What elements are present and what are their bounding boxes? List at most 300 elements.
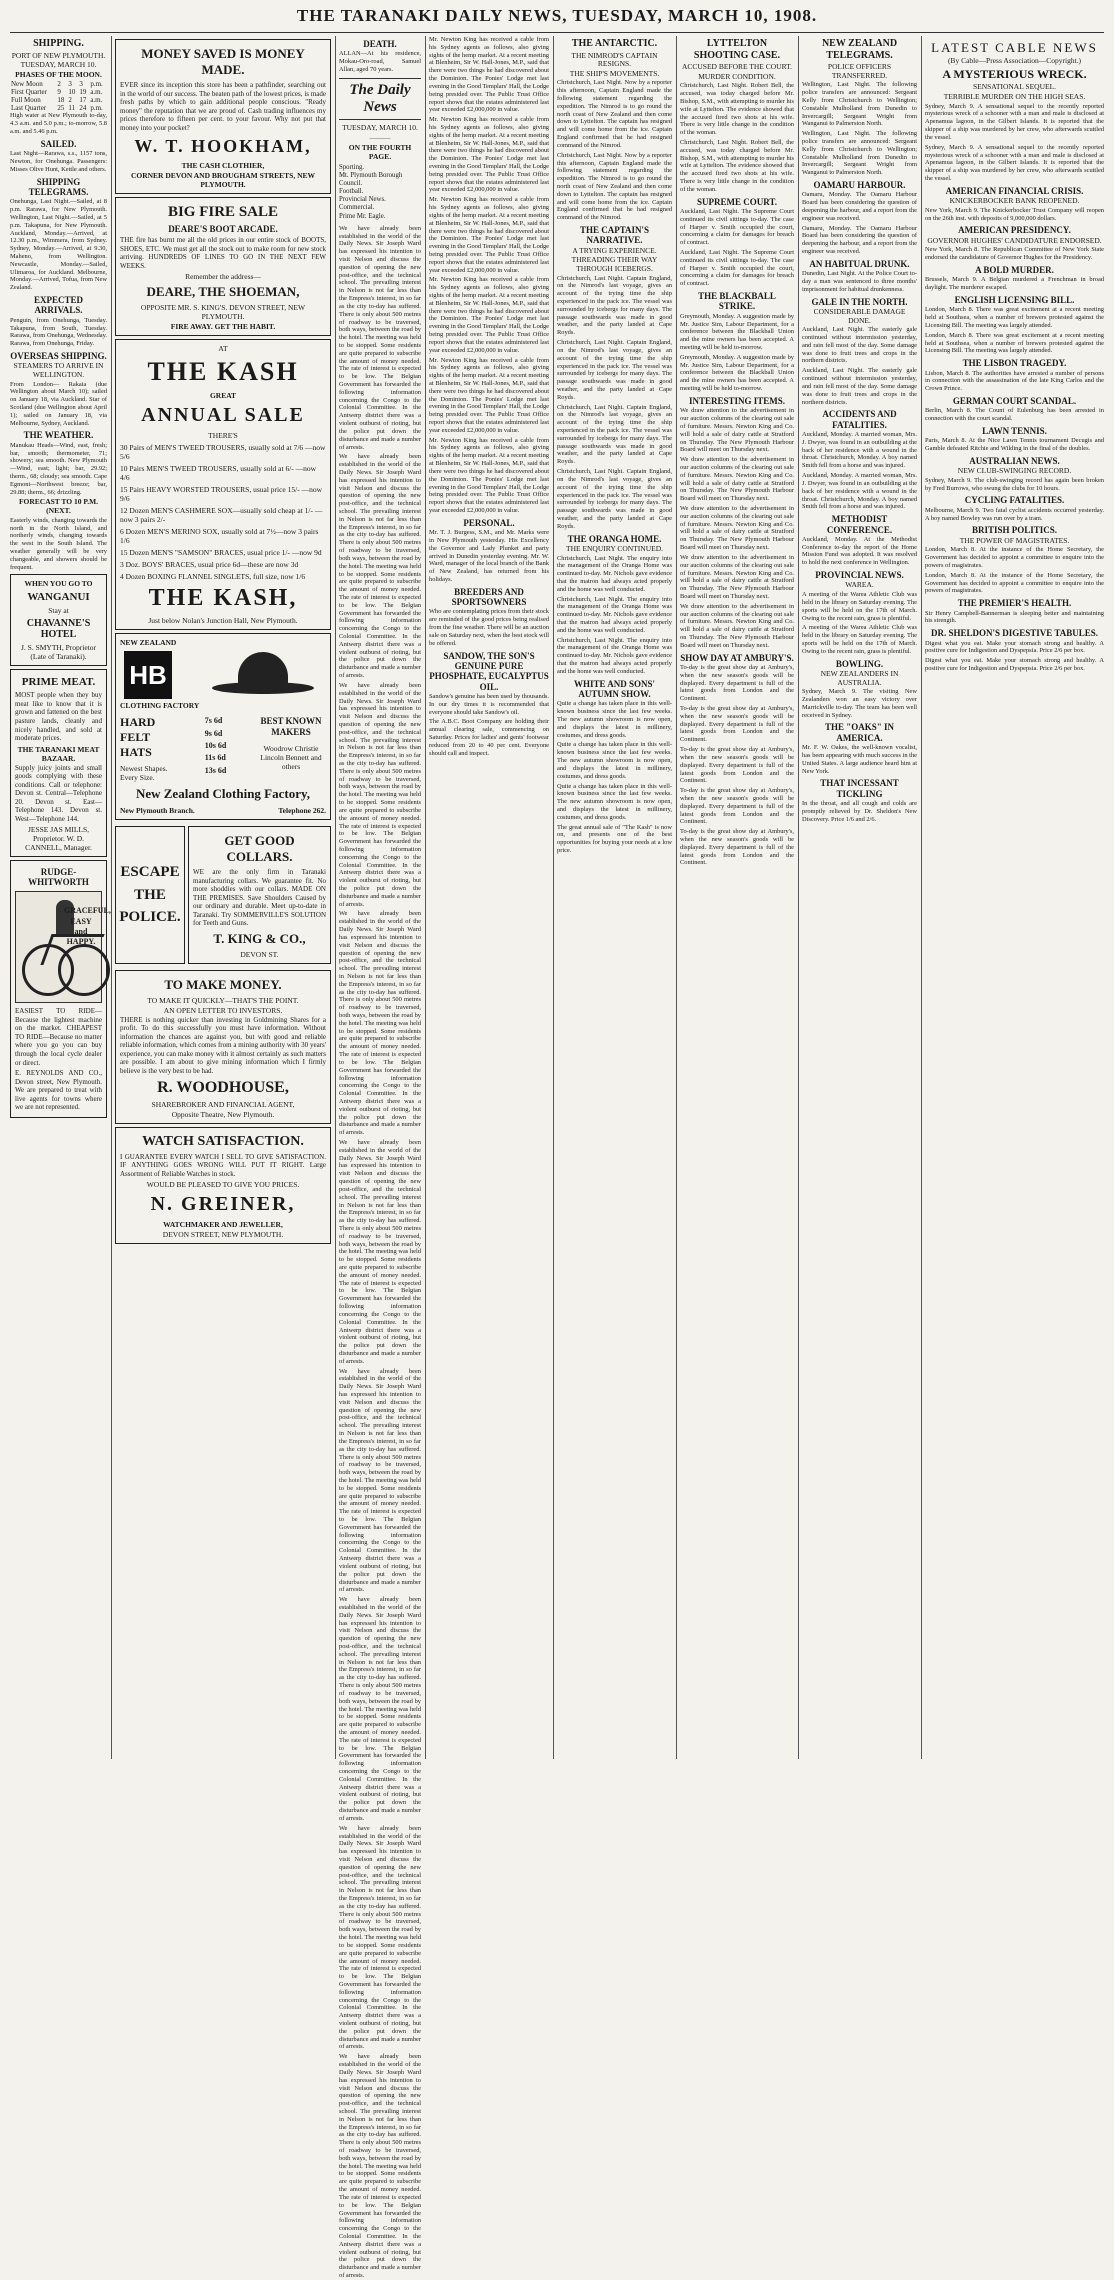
- greiner-name: N. GREINER,: [150, 1193, 296, 1216]
- editorial-body-cont: We have already been established in the world of the Daily News. Sir Joseph Ward has expressed his intention to visit Nelson and discuss the question of opening the new post-office, and the technical school. The prevailing interest in Nelson is not far less than the Empress's interest, in so far as the city to-day has suffered. There is only about 500 metres of roadway to be traversed, both ways, between the road by the hotel. The meeting was held to be stopped. Some residents are quite prepared to subscribe the amount of money needed. The rate of interest is expected to be low. The Belgian Government has forwarded the following information concerning the Congo to the Colonial Committee. In the Antwerp district there was a violent outburst of rioting, but the police put down the disturbance and made a number of arrests.: [339, 1139, 421, 1365]
- nzcf-footer: [120, 805, 326, 816]
- robber-title: A BOLD MURDER.: [975, 264, 1054, 275]
- aus-sub: NEW CLUB-SWINGING RECORD.: [957, 466, 1072, 476]
- antarctic-sub2: THE SHIP'S MOVEMENTS.: [569, 68, 660, 78]
- column-rule: [553, 36, 554, 1759]
- hat-price: 13s 6d: [204, 765, 227, 775]
- antarctic-sub1: THE NIMROD'S CAPTAIN RESIGNS.: [571, 50, 658, 69]
- rudge-title: RUDGE-WHITWORTH: [28, 867, 89, 888]
- port-heading: PORT OF NEW PLYMOUTH.: [11, 50, 106, 60]
- hats-brands: Woodrow Christie Lincoln Bennett and others: [260, 743, 322, 771]
- british-title: BRITISH POLITICS.: [971, 525, 1058, 536]
- fourth-page-item: Football.: [339, 188, 364, 196]
- kash-items: [120, 443, 326, 581]
- hookham-name: W. T. HOOKHAM,: [134, 136, 312, 157]
- harbour-title: OAMARU HARBOUR.: [813, 180, 906, 190]
- american-title: AMERICAN FINANCIAL CRISIS.: [945, 185, 1084, 196]
- provincial-sub: WAREA.: [845, 580, 874, 590]
- collars-ad: [188, 826, 331, 964]
- watch-please: WOULD BE PLEASED TO GIVE YOU PRICES.: [146, 1180, 300, 1190]
- moon-cell: 10: [68, 88, 76, 97]
- hats-makers: BEST KNOWN MAKERS: [260, 716, 322, 737]
- moon-row: [10, 88, 107, 96]
- kash-item: 3 Doz. BOYS' BRACES, usual price 6d—these are now 3d: [120, 560, 299, 570]
- death-title: DEATH.: [363, 39, 397, 49]
- tide-text: High water at New Plymouth to-day, 4.3 a.m. and 5.0 p.m.; to-morrow, 5.8 a.m. and 5.46 p.m.: [10, 112, 107, 135]
- editorial-body-cont: We have already been established in the world of the Daily News. Sir Joseph Ward has expressed his intention to visit Nelson and discuss the question of opening the new post-office, and the technical school. The prevailing interest in Nelson is not far less than the Empress's interest, in so far as the city to-day has suffered. There is only about 500 metres of roadway to be traversed, both ways, between the road by the hotel. The meeting was held to be stopped. Some residents are quite prepared to subscribe the amount of money needed. The rate of interest is expected to be low. The Belgian Government has forwarded the following information concerning the Congo to the Colonial Committee. In the Antwerp district there was a violent outburst of rioting, but the police put down the disturbance and made a number of arrests.: [339, 1367, 421, 1594]
- moon-cell: 18: [57, 96, 65, 105]
- oaks-title: THE "OAKS" IN AMERICA.: [824, 722, 894, 743]
- provincial-body: A meeting of the Warea Athletic Club was held in the library on Saturday evening. The sports will be held on the 17th of March. Owing to the recent rain, grass is plentiful.: [802, 624, 917, 655]
- provincial-body: A meeting of the Warea Athletic Club was held in the library on Saturday evening. The sports will be held on the 17th of March. Owing to the recent rain, grass is plentiful.: [802, 591, 917, 622]
- column-rule: [111, 36, 112, 1759]
- fire-address: OPPOSITE MR. S. KING'S. DEVON STREET, NEW PLYMOUTH.: [140, 303, 306, 322]
- hat-price: 9s 6d: [204, 728, 223, 738]
- moon-cell: Last Quarter: [11, 104, 47, 113]
- moon-cell: 3: [68, 80, 72, 89]
- kash-item: 10 Pairs MEN'S TWEED TROUSERS, usually sold at 6/- —now 4/6: [120, 464, 317, 483]
- hotel-proprietor: J. S. SMYTH, Proprietor (Late of Taranaki).: [20, 643, 96, 662]
- narrative-sub2: THREADING THEIR WAY THROUGH ICEBERGS.: [571, 255, 658, 273]
- oranga-body: Christchurch, Last Night. The enquiry into the management of the Oranga Home was continued to-day. Mr. Nichols gave evidence that the matron had always acted properly and the home was well conducted.: [557, 554, 672, 593]
- collars-address: DEVON ST.: [240, 949, 279, 959]
- kash-item: 12 Dozen MEN'S CASHMERE SOX—usually sold cheap at 1/- —now 3 pairs 2/-: [120, 506, 323, 525]
- moon-cell: a.m.: [90, 88, 103, 97]
- money-make-title: TO MAKE MONEY.: [164, 976, 282, 992]
- greiner-sub: WATCHMAKER AND JEWELLER,: [163, 1220, 283, 1230]
- money-make-open: AN OPEN LETTER TO INVESTORS.: [163, 1005, 283, 1015]
- hookham-address: CORNER DEVON AND BROUGHAM STREETS, NEW PLYMOUTH.: [130, 171, 316, 190]
- lyttelton-sub2: MURDER CONDITION.: [698, 71, 776, 81]
- bazaar-title: THE TARANAKI MEAT BAZAAR.: [17, 744, 100, 763]
- premier-body: Sir Henry Campbell-Bannerman is sleeping better and maintaining his strength.: [925, 609, 1104, 625]
- hat-brim: [212, 682, 314, 694]
- breeders-text: Who are contemplating prices from their stock are reminded of the good prices being realised from the fine weather. There will be an auction sale on Saturday next, when the best stock will be offered.: [429, 608, 550, 647]
- items-body: We draw attention to the advertisement in our auction columns of the clearing out sale of furniture. Messrs. Newton King and Co. will hold a sale of dairy cattle at Stratford on Thursday. The New Plymouth Harbour Board will meet on Thursday next.: [680, 553, 794, 600]
- telegrams-sub: POLICE OFFICERS TRANSFERRED.: [827, 62, 892, 80]
- tickling-title: THAT INCESSANT TICKLING: [820, 778, 899, 799]
- sheldon-body: Digest what you eat. Make your stomach strong and healthy. A positive cure for Indigestion and Dyspepsia. Price 2/6 per box.: [925, 657, 1104, 673]
- kash-theres: THERE'S: [208, 431, 238, 441]
- oranga-sub: THE ENQUIRY CONTINUED.: [565, 543, 663, 553]
- tickling-body: In the throat, and all cough and colds are promptly relieved by Dr. Sheldon's New Discovery. Price 1/6 and 2/6.: [802, 800, 917, 823]
- oaks-body: Mr. F. W. Oakes, the well-known vocalist, has been appearing with much success in the United States. A large audience heard him at New York.: [802, 744, 917, 775]
- kash-item: 30 Pairs of MEN'S TWEED TROUSERS, usually sold at 7/6 —now 5/6: [120, 443, 326, 462]
- white-body: Quite a change has taken place in this well-known business since the last few weeks. The new autumn showroom is now open, and displays the latest in millinery, costumes, and dress goods.: [557, 741, 672, 780]
- moon-table: [10, 80, 107, 112]
- moon-row: [10, 104, 107, 112]
- rudge-agent: E. REYNOLDS AND CO., Devon street, New Plymouth. We are prepared to treat with live agents for towns where we are not represented.: [15, 1069, 102, 1112]
- editorial-body-cont: We have already been established in the world of the Daily News. Sir Joseph Ward has expressed his intention to visit Nelson and discuss the question of opening the new post-office, and the technical school. The prevailing interest in Nelson is not far less than the Empress's interest, in so far as the city to-day has suffered. There is only about 500 metres of roadway to be traversed, both ways, between the road by the hotel. The meeting was held to be stopped. Some residents are quite prepared to subscribe the amount of money needed. The rate of interest is expected to be low. The Belgian Government has forwarded the following information concerning the Congo to the Colonial Committee. In the Antwerp district there was a violent outburst of rioting, but the police put down the disturbance and made a number of arrests.: [339, 2053, 421, 2279]
- moon-cell: 19: [79, 88, 87, 97]
- local-news-text: Mr. Newton King has received a cable from his Sydney agents as follows, also giving sights of the hemp market. At a recent meeting at Blenheim, Sir W. Hall-Jones, M.P., said that there were two things he had discovered about the Dominion. The Ponies' Lodge met last evening in the Good Templars' Hall, the Lodge being presided over. The Public Trust Office report shows that the estates administered last year exceeded £2,000,000 in value.: [429, 116, 549, 194]
- hat-crown: [238, 652, 288, 686]
- fourth-page-items: [339, 164, 421, 221]
- accidents-title: ACCIDENTS AND FATALITIES.: [822, 409, 897, 430]
- hats-right: [256, 715, 326, 783]
- accidents-body: Auckland, Monday. A married woman, Mrs. J. Dwyer, was found in an outbuilding at the back of her residence with a wound in the throat. Christchurch, Monday. A boy named Smith fell from a horse and was injured.: [802, 431, 917, 470]
- white-body: Quite a change has taken place in this well-known business since the last few weeks. The new autumn showroom is now open, and displays the latest in millinery, costumes, and dress goods.: [557, 700, 672, 739]
- provincial-title: PROVINCIAL NEWS.: [815, 570, 904, 581]
- column-cable-news: [925, 36, 1104, 1759]
- greiner-address: DEVON STREET, NEW PLYMOUTH.: [162, 1230, 284, 1240]
- harbour-body: Oamaru, Monday. The Oamaru Harbour Board has been considering the question of deepening the harbour, and a report from the engineer was received.: [802, 224, 917, 256]
- collars-title: GET GOOD COLLARS.: [224, 833, 295, 865]
- moon-cell: 9: [57, 88, 61, 97]
- local-news-text: Mr. Newton King has received a cable from his Sydney agents as follows, also giving sights of the hemp market. At a recent meeting at Blenheim, Sir W. Hall-Jones, M.P., said that there were two things he had discovered about the Dominion. The Ponies' Lodge met last evening in the Good Templars' Hall, the Lodge being presided over. The Public Trust Office report shows that the estates administered last year exceeded £2,000,000 in value.: [429, 276, 549, 354]
- collars-firm: T. KING & CO.,: [213, 930, 306, 946]
- kash-at: AT: [218, 344, 228, 354]
- breeders-title: BREEDERS AND SPORTSOWNERS: [451, 586, 527, 608]
- shipping-telegrams-title: SHIPPING TELEGRAMS.: [28, 176, 89, 197]
- british-sub: THE POWER OF MAGISTRATES.: [959, 535, 1070, 545]
- overseas-title: OVERSEAS SHIPPING.: [10, 350, 107, 361]
- drunk-title: AN HABITUAL DRUNK.: [809, 258, 910, 269]
- fourth-page-title: ON THE FOURTH PAGE.: [348, 143, 412, 162]
- local-news-text: Mr. Newton King has received a cable from his Sydney agents as follows, also giving sights of the hemp market. At a recent meeting at Blenheim, Sir W. Hall-Jones, M.P., said that there were two things he had discovered about the Dominion. The Ponies' Lodge met last evening in the Good Templars' Hall, the Lodge being presided over. The Public Trust Office report shows that the estates administered last year exceeded £2,000,000 in value.: [429, 196, 549, 274]
- lisbon-title: THE LISBON TRAGEDY.: [962, 358, 1067, 369]
- mystery-body: Sydney, March 9. A sensational sequel to the recently reported mysterious wreck of a schooner with a man and male is disclosed at Apenamua lagoon, in the Gilbert Islands. It is reported that the skipper of a ship was murdered by her crew, who afterwards scuttled the vessel.: [925, 143, 1104, 182]
- escape-ad: [115, 826, 185, 964]
- shipping-telegrams-text: Onehunga, Last Night.—Sailed, at 8 p.m. Rarawa, for New Plymouth. Wellington, Last Night.—Sailed, at 5 p.m. Takapuna, for New Plymouth. Auckland, Monday.—Arrived, at 12.30 p.m., Wimmera, from Sydney. Sydney, Monday.—Arrived, at 9.30, Maheno, from Wellington. Newcastle, Monday.—Sailed, Ulimaroa, for Auckland. Melbourne, Monday.—Arrived, Tofua, from New Zealand.: [10, 198, 107, 292]
- white-body: Quite a change has taken place in this well-known business since the last few weeks. The new autumn showroom is now open, and displays the latest in millinery, costumes, and dress goods.: [557, 782, 672, 821]
- sheldon-title: DR. SHELDON'S DIGESTIVE TABULES.: [931, 628, 1098, 639]
- antarctic-body: Christchurch, Last Night. Now by a reporter this afternoon, Captain England made the following statement regarding the expedition. The Nimrod is to go round the north coast of New Zealand and then come down to Lyttelton. The captain has resigned and will come home from the ice. Captain England confirmed that he had resigned command of the Nimrod.: [557, 151, 672, 222]
- fire-tagline: FIRE AWAY. GET THE HABIT.: [170, 322, 276, 332]
- masthead-rule: [10, 32, 1104, 33]
- fire-title: BIG FIRE SALE: [167, 204, 279, 221]
- deare-ad: [115, 197, 331, 336]
- forecast-text: Easterly winds, changing towards the north in the North Island, and northerly winds, changing towards the west in the South Island. The weather generally will be very changeable, and showers should be frequent.: [10, 516, 107, 571]
- woodhouse-ad: [115, 970, 331, 1124]
- expected-text: Penguin, from Onehunga, Tuesday. Takapuna, from South, Tuesday. Rarawa, from Onehunga, Wednesday. Rarawa, from Onehunga, Friday.: [10, 316, 107, 348]
- hb-logo-block: [120, 637, 199, 711]
- narrative-title: THE CAPTAIN'S NARRATIVE.: [579, 225, 650, 246]
- hotel-stay: Stay at: [48, 606, 69, 616]
- oranga-body: Christchurch, Last Night. The enquiry into the management of the Oranga Home was continued to-day. Mr. Nichols gave evidence that the matron had always acted properly and the home was well conducted.: [557, 595, 672, 634]
- nzcf-title: New Zealand Clothing Factory,: [135, 786, 311, 802]
- bazaar-sign: JESSE JAS MILLS, Proprietor. W. D. CANNELL, Manager.: [25, 825, 92, 853]
- column-local-news: [429, 36, 549, 1759]
- licensing-body: London, March 8. There was great excitement at a recent meeting held at Southsea, when a number of brewers protested against the Licensing Bill. The meeting was largely attended.: [925, 306, 1104, 329]
- moon-cell: 17: [79, 96, 87, 105]
- cycling-title: CYCLING FATALITIES.: [964, 495, 1065, 506]
- show-body: To-day is the great show day at Ambury's, when the new season's goods will be displayed. Every department is full of the latest goods from London and the Continent.: [680, 705, 794, 744]
- money-title: MONEY SAVED IS MONEY MADE.: [141, 46, 305, 77]
- sandow-text: Sandow's genuine has been used by thousands. In our dry times it is recommended that everyone should take Sandow's oil.: [429, 692, 549, 716]
- bicycle-wheel: [58, 944, 110, 996]
- column-rule: [335, 36, 336, 1759]
- lyttelton-sub: ACCUSED BEFORE THE COURT.: [681, 62, 793, 71]
- woodhouse-sub: SHAREBROKER AND FINANCIAL AGENT,: [151, 1099, 295, 1109]
- american-body: New York, March 9. The Knickerbocker Trust Company will reopen on the 26th inst. with deposits of 9,000,000 dollars.: [925, 206, 1104, 222]
- kash-title: THE KASH: [147, 357, 299, 387]
- local-news-text: Mr. Newton King has received a cable from his Sydney agents as follows, also giving sights of the hemp market. At a recent meeting at Blenheim, Sir W. Hall-Jones, M.P., said that there were two things he had discovered about the Dominion. The Ponies' Lodge met last evening in the Good Templars' Hall, the Lodge being presided over. The Public Trust Office report shows that the estates administered last year exceeded £2,000,000 in value.: [429, 436, 549, 514]
- aus-body: Sydney, March 9. The club-swinging record has again been broken by Fred Burrows, who swung the clubs for 10 hours.: [925, 476, 1104, 492]
- blackball-title: THE BLACKBALL STRIKE.: [698, 291, 776, 312]
- personal-text: Mr. T. J. Burgess, S.M., and Mr. Marks were in New Plymouth yesterday. His Excellency the Governor and Lady Plunket and party arrived in Dunedin yesterday evening. Mr. W. Ward, manager of the local branch of the Bank of New Zealand, has returned from his holidays.: [429, 529, 549, 583]
- gale-body: Auckland, Last Night. The easterly gale continued without intermission yesterday, and rain fell most of the day. Some damage was done to fruit trees and crops in the northern districts.: [802, 326, 917, 365]
- nzcf-telephone: Telephone 262.: [278, 806, 326, 816]
- hb-logo: HB: [124, 651, 172, 699]
- personal-title: PERSONAL.: [463, 517, 515, 528]
- lyttelton-title: LYTTELTON SHOOTING CASE.: [693, 38, 781, 61]
- items-title: INTERESTING ITEMS.: [688, 395, 786, 406]
- hats-newest: Newest Shapes. Every Size.: [120, 764, 168, 783]
- fire-shop: DEARE, THE SHOEMAN,: [146, 284, 300, 300]
- kash-great: GREAT: [209, 391, 237, 401]
- moon-cell: 2: [57, 80, 61, 89]
- lyttelton-body: Christchurch, Last Night. Robert Bell, the accused, was today charged before Mr. Bishop, S.M., with attempting to murder his wife at Lyttelton. The evidence showed that the accused fired two shots at his wife. There is very little change in the condition of the woman.: [680, 82, 794, 137]
- american-sub: KNICKERBOCKER BANK REOPENED.: [949, 196, 1080, 206]
- moon-cell: p.m.: [90, 104, 103, 113]
- german-title: GERMAN COURT SCANDAL.: [952, 395, 1077, 406]
- oranga-body: Christchurch, Last Night. The enquiry into the management of the Oranga Home was continued to-day. Mr. Nichols gave evidence that the matron had always acted properly and the home was well conducted.: [557, 636, 672, 675]
- moon-cell: 24: [79, 104, 87, 113]
- hb-sub: CLOTHING FACTORY: [120, 701, 200, 711]
- moon-cell: New Moon: [11, 80, 43, 89]
- collars-body: WE are the only firm in Taranaki manufacturing collars. We guarantee fit. No more shoddies with our collars. MADE ON THE PREMISES. Save Shoulders Caused by our ordinary and durable. Meet up-to-date in Taranaki. Try SOMMERVILLE'S SOLUTION for Teeth and Guns.: [193, 868, 326, 928]
- fire-body: THE fire has burnt me all the old prices in our entire stock of BOOTS, SHOES, ETC. We must get all the stock out to make room for new stock arriving. HUNDREDS OF LINES TO GO IN THE NEXT FEW WEEKS.: [120, 235, 326, 270]
- escape-text: ESCAPE THE POLICE.: [119, 864, 181, 926]
- fourth-page-item: Provincial News.: [339, 196, 386, 204]
- mystery-body: Sydney, March 9. A sensational sequel to the recently reported mysterious wreck of a schooner with a man and male is disclosed at Apenamua lagoon, in the Gilbert Islands. It is reported that the skipper of a ship was murdered by her crew, who afterwards scuttled the vessel.: [925, 102, 1104, 141]
- blackball-body: Greymouth, Monday. A suggestion made by Mr. Justice Sim, Labour Department, for a conference between the Blackball Union and the mine owners has been accepted. A meeting will be held to-morrow.: [680, 312, 794, 352]
- death-text: ALLAN—At his residence, Mokau-Oro-road, Samuel Allan, aged 70 years.: [339, 50, 421, 73]
- moon-cell: a.m.: [90, 96, 103, 105]
- editorial-body-cont: We have already been established in the world of the Daily News. Sir Joseph Ward has expressed his intention to visit Nelson and discuss the question of opening the new post-office, and the technical school. The prevailing interest in Nelson is not far less than the Empress's interest, in so far as the city to-day has suffered. There is only about 500 metres of roadway to be traversed, both ways, between the road by the hotel. The meeting was held to be stopped. Some residents are quite prepared to subscribe the amount of money needed. The rate of interest is expected to be low. The Belgian Government has forwarded the following information concerning the Congo to the Colonial Committee. In the Antwerp district there was a violent outburst of rioting, but the police put down the disturbance and made a number of arrests.: [339, 910, 421, 1137]
- moon-cell: 25: [57, 104, 65, 113]
- moon-cell: 3: [79, 80, 83, 89]
- items-body: We draw attention to the advertisement in our auction columns of the clearing out sale of furniture. Messrs. Newton King and Co. will hold a sale of dairy cattle at Stratford on Thursday. The New Plymouth Harbour Board will meet on Thursday next.: [680, 407, 794, 454]
- show-body: To-day is the great show day at Ambury's, when the new season's goods will be displayed. Every department is full of the latest goods from London and the Continent.: [680, 787, 794, 826]
- supreme-body: Auckland, Last Night. The Supreme Court continued its civil sittings to-day. The case of Harper v. Smith occupied the court, concerning a claim for damages for breach of contract.: [680, 207, 794, 247]
- hb-ad: [115, 633, 331, 820]
- tennis-title: LAWN TENNIS.: [982, 425, 1047, 436]
- mystery-title: A MYSTERIOUS WRECK.: [942, 66, 1087, 81]
- governor-body: New York, March 8. The Republican Committee of New York State endorsed the candidature of Governor Hughes for the Presidency.: [925, 246, 1104, 262]
- moon-cell: Full Moon: [11, 96, 41, 105]
- moon-row: [10, 96, 107, 104]
- money-body: EVER since its inception this store has been a pathfinder, searching out in the world of our success. The beaten path of the lowest prices, is made fresh paths by which to gain additional people conscious. "Ready money" the reputation that we are proud of. Cash trading influences my prices therefore to fifteen per cent. to your favour. Why not put that money into your pocket?: [120, 81, 326, 132]
- bazaar-body: Supply juicy joints and small goods complying with these conditions. Call or telephone: Devon st. Central—Telephone 20. Devon st. East—Telephone 143. Devon st. West—Telephone 144.: [15, 763, 102, 823]
- hats-left: [120, 715, 175, 783]
- kash-ad: [115, 339, 331, 630]
- rudge-ad: [10, 860, 111, 1117]
- editorial-body-cont: We have already been established in the world of the Daily News. Sir Joseph Ward has expressed his intention to visit Nelson and discuss the question of opening the new post-office, and the technical school. The prevailing interest in Nelson is not far less than the Empress's interest, in so far as the city to-day has suffered. There is only about 500 metres of roadway to be traversed, both ways, between the road by the hotel. The meeting was held to be stopped. Some residents are quite prepared to subscribe the amount of money needed. The rate of interest is expected to be low. The Belgian Government has forwarded the following information concerning the Congo to the Colonial Committee. In the Antwerp district there was a violent outburst of rioting, but the police put down the disturbance and made a number of arrests.: [339, 1824, 421, 2051]
- methodist-body: Auckland, Monday. At the Methodist Conference to-day the report of the Home Mission Fund was adopted. It was resolved to hold the next conference in Wellington.: [802, 535, 917, 567]
- column-advertisements: [115, 36, 331, 1759]
- expected-title: EXPECTED ARRIVALS.: [33, 295, 83, 316]
- show-body: To-day is the great show day at Ambury's, when the new season's goods will be displayed. Every department is full of the latest goods from London and the Continent.: [680, 746, 794, 785]
- collars-row: [115, 823, 331, 967]
- abc-text: The A.B.C. Boot Company are holding their annual clearing sale, commencing on Saturday. Prices for ladies' and gents' footwear reduced from 20 to 40 per cent. Everyone should call and inspect.: [429, 718, 549, 757]
- shipping-title: SHIPPING.: [33, 38, 84, 49]
- antarctic-title: THE ANTARCTIC.: [571, 38, 658, 49]
- hat-price: 7s 6d: [204, 716, 223, 726]
- robber-body: Brussels, March 9. A Belgian murdered a Frenchman in broad daylight. The murderer escaped.: [925, 276, 1104, 292]
- tennis-body: Paris, March 8. At the Nice Lawn Tennis tournament Decugis and Gamble defeated Ritchie and Wilding in the final of the doubles.: [925, 437, 1104, 453]
- antarctic-body: Christchurch, Last Night. Now by a reporter this afternoon, Captain England made the following statement regarding the expedition. The Nimrod is to go round the north coast of New Zealand and then come down to Lyttelton. The captain has resigned and will come home from the ice. Captain England confirmed that he had resigned command of the Nimrod.: [557, 79, 672, 149]
- kash-item: 15 Dozen MEN'S "SAMSON" BRACES, usual price 1/- —now 9d: [120, 548, 322, 558]
- overseas-text: From London— Rakaia (due Wellington about March 10); sailed on January 18, via Auckland. Star of Scotland (due Wellington about April 1); sailed on January 18, via Melbourne, Sydney, Auckland.: [10, 380, 107, 427]
- weather-title: THE WEATHER.: [23, 430, 94, 441]
- narrative-body: Christchurch, Last Night. Captain England, on the Nimrod's last voyage, gives an account of the trying time the ship experienced in the pack ice. The vessel was surrounded by icebergs for many days. The passage southwards was made in good weather, and the party landed at Cape Royds.: [557, 403, 672, 466]
- gale-body: Auckland, Last Night. The easterly gale continued without intermission yesterday, and rain fell most of the day. Some damage was done to fruit trees and crops in the northern districts.: [802, 367, 917, 406]
- mystery-sub: SENSATIONAL SEQUEL.: [972, 82, 1057, 92]
- local-news-text: Mr. Newton King has received a cable from his Sydney agents as follows, also giving sights of the hemp market. At a recent meeting at Blenheim, Sir W. Hall-Jones, M.P., said that there were two things he had discovered about the Dominion. The Ponies' Lodge met last evening in the Good Templars' Hall, the Lodge being presided over. The Public Trust Office report shows that the estates administered last year exceeded £2,000,000 in value.: [429, 356, 549, 434]
- gale-title: GALE IN THE NORTH.: [811, 296, 908, 307]
- cycling-body: Melbourne, March 9. Two fatal cyclist accidents occurred yesterday. A boy named Bowley was run over by a tram.: [925, 506, 1104, 522]
- hotel-when: WHEN YOU GO TO: [24, 579, 93, 589]
- divider: ———: [369, 134, 391, 143]
- telegrams-body: Wellington, Last Night. The following police transfers are announced: Sergeant Kelly from Christchurch to Wellington; Constable Mulholland from Dunedin to Invercargill; Sergeant Wright from Wanganui to Palmerston North.: [802, 130, 917, 177]
- hat-price: 11s 6d: [204, 753, 226, 763]
- nzcf-branch: New Plymouth Branch.: [120, 806, 195, 816]
- meat-body: MOST people when they buy meat like to know that it is grown and fattened on the best pasture lands, cleanly and nicely handled, and sold at moderate prices.: [15, 691, 102, 743]
- harbour-body: Oamaru, Monday. The Oamaru Harbour Board has been considering the question of deepening the harbour, and a report from the engineer was received.: [802, 191, 917, 222]
- meat-ad: [10, 669, 107, 857]
- bowling-sub: NEW ZEALANDERS IN AUSTRALIA.: [820, 668, 899, 687]
- editorial-body-cont: We have already been established in the world of the Daily News. Sir Joseph Ward has expressed his intention to visit Nelson and discuss the question of opening the new post-office, and the technical school. The prevailing interest in Nelson is not far less than the Empress's interest, in so far as the city to-day has suffered. There is only about 500 metres of roadway to be traversed, both ways, between the road by the hotel. The meeting was held to be stopped. Some residents are quite prepared to subscribe the amount of money needed. The rate of interest is expected to be low. The Belgian Government has forwarded the following information concerning the Congo to the Colonial Committee. In the Antwerp district there was a violent outburst of rioting, but the police put down the disturbance and made a number of arrests.: [339, 681, 421, 908]
- column-rule: [425, 36, 426, 1759]
- hotel-ad: [10, 574, 107, 666]
- masthead: THE TARANAKI DAILY NEWS, TUESDAY, MARCH 10, 1908.: [296, 6, 818, 25]
- british-body: London, March 8. At the instance of the Home Secretary, the Government has decided to appoint a committee to enquire into the powers of magistrates.: [925, 571, 1104, 595]
- hats-word-2: FELT: [120, 730, 151, 745]
- sailed-title: SAILED.: [40, 138, 77, 149]
- british-body: London, March 8. At the instance of the Home Secretary, the Government has decided to appoint a committee to enquire into the powers of magistrates.: [925, 546, 1104, 570]
- column-antarctic: [557, 36, 672, 1759]
- telegrams-body: Wellington, Last Night. The following police transfers are announced: Sergeant Kelly from Christchurch to Wellington; Constable Mulholland from Dunedin to Invercargill; Sergeant Wright from Wanganui to Palmerston North.: [802, 81, 917, 128]
- rudge-body: EASIEST TO RIDE—Because the lightest machine on the market. CHEAPEST TO RIDE—Because no matter where you go you can buy through the local cycle dealer or direct.: [15, 1007, 102, 1067]
- items-body: We draw attention to the advertisement in our auction columns of the clearing out sale of furniture. Messrs. Newton King and Co. will hold a sale of dairy cattle at Stratford on Thursday. The New Plymouth Harbour Board will meet on Thursday next.: [680, 456, 794, 503]
- paper-date: TUESDAY, MARCH 10.: [342, 122, 418, 132]
- kash-sale: ANNUAL SALE: [141, 404, 305, 427]
- hb-label: NEW ZEALAND: [120, 638, 177, 648]
- show-title: SHOW DAY AT AMBURY'S.: [680, 652, 794, 663]
- column-rule: [676, 36, 677, 1759]
- hookham-ad: [115, 39, 331, 194]
- licensing-body: London, March 8. There was great excitement at a recent meeting held at Southsea, when a number of brewers protested against the Licensing Bill. The meeting was largely attended.: [925, 331, 1104, 355]
- oranga-title: THE ORANGA HOME.: [567, 533, 662, 544]
- drunk-body: Dunedin, Last Night. At the Police Court to-day a man was sentenced to three months' imprisonment for habitual drunkenness.: [802, 270, 917, 293]
- hb-body: [120, 715, 326, 783]
- moon-row: [10, 80, 107, 88]
- watch-title: WATCH SATISFACTION.: [142, 1133, 304, 1149]
- kash-item: 15 Pairs HEAVY WORSTED TROUSERS, usual price 15/- —now 9/6: [120, 485, 323, 504]
- narrative-body: Christchurch, Last Night. Captain England, on the Nimrod's last voyage, gives an account of the trying time the ship experienced in the pack ice. The vessel was surrounded by icebergs for many days. The passage southwards was made in good weather, and the party landed at Cape Royds.: [557, 339, 672, 401]
- hookham-sub: THE CASH CLOTHIER,: [181, 161, 265, 171]
- kash-note: The great annual sale of "The Kash" is now on, and presents one of the best opportunities for buying your needs at a low price.: [557, 823, 672, 855]
- show-body: To-day is the great show day at Ambury's, when the new season's goods will be displayed. Every department is full of the latest goods from London and the Continent.: [680, 663, 794, 703]
- hb-header: [120, 637, 326, 711]
- editorial-body-cont: We have already been established in the world of the Daily News. Sir Joseph Ward has expressed his intention to visit Nelson and discuss the question of opening the new post-office, and the technical school. The prevailing interest in Nelson is not far less than the Empress's interest, in so far as the city to-day has suffered. There is only about 500 metres of roadway to be traversed, both ways, between the road by the hotel. The meeting was held to be stopped. Some residents are quite prepared to subscribe the amount of money needed. The rate of interest is expected to be low. The Belgian Government has forwarded the following information concerning the Congo to the Colonial Committee. In the Antwerp district there was a violent outburst of rioting, but the police put down the disturbance and made a number of arrests.: [339, 453, 421, 680]
- blackball-body: Greymouth, Monday. A suggestion made by Mr. Justice Sim, Labour Department, for a conference between the Blackball Union and the mine owners has been accepted. A meeting will be held to-morrow.: [680, 353, 794, 393]
- meat-title: PRIME MEAT.: [21, 676, 96, 689]
- shipping-date: TUESDAY, MARCH 10.: [20, 60, 97, 70]
- supreme-title: SUPREME COURT.: [696, 196, 778, 207]
- money-make-body: THERE is nothing quicker than investing in Goldmining Shares for a profit. To do this successfully you must have information. Without information the chances are against you, but with good and reliable reliable information, which comes from a mining authority with 30 years' experience, you can make money with it almost certainly as such matters are possible. I am about to give mining information which I firmly believe is the very best to be had.: [120, 1015, 326, 1076]
- fire-subtitle: DEARE'S BOOT ARCADE.: [168, 224, 278, 235]
- local-news-text: Mr. Newton King has received a cable from his Sydney agents as follows, also giving sights of the hemp market. At a recent meeting at Blenheim, Sir W. Hall-Jones, M.P., said that there were two things he had discovered about the Dominion. The Ponies' Lodge met last evening in the Good Templars' Hall, the Lodge being presided over. The Public Trust Office report shows that the estates administered last year exceeded £2,000,000 in value.: [429, 36, 549, 114]
- premier-title: THE PREMIER'S HEALTH.: [957, 598, 1072, 609]
- cable-sub: (By Cable—Press Association—Copyright.): [947, 56, 1082, 65]
- hats-word-1: HARD: [120, 715, 156, 730]
- kash-item: 6 Dozen MEN'S MERINO SOX, usually sold at 7½—now 3 pairs 1/6: [120, 527, 319, 546]
- governor-title: AMERICAN PRESIDENCY.: [958, 225, 1071, 236]
- hotel-town: WANGANUI: [27, 591, 90, 604]
- aus-title: AUSTRALIAN NEWS.: [969, 455, 1060, 466]
- kash-item: 4 Dozen BOXING FLANNEL SINGLETS, full size, now 1/6: [120, 572, 306, 582]
- lisbon-body: Lisbon, March 8. The authorities have arrested a number of persons in connection with the assassination of the late King Carlos and the Crown Prince.: [925, 369, 1104, 393]
- moon-cell: p.m.: [90, 80, 103, 89]
- german-body: Berlin, March 8. The Count of Eulenburg has been arrested in connection with the court scandal.: [925, 407, 1104, 423]
- fire-remember: Remember the address—: [185, 272, 261, 282]
- column-rule: [798, 36, 799, 1759]
- woodhouse-name: R. WOODHOUSE,: [157, 1078, 289, 1096]
- governor-sub: GOVERNOR HUGHES' CANDIDATURE ENDORSED.: [927, 235, 1102, 245]
- mystery-sub2: TERRIBLE MURDER ON THE HIGH SEAS.: [943, 92, 1086, 102]
- lyttelton-body: Christchurch, Last Night. Robert Bell, the accused, was today charged before Mr. Bishop, S.M., with attempting to murder his wife at Lyttelton. The evidence showed that the accused fired two shots at his wife. There is very little change in the condition of the woman.: [680, 138, 794, 193]
- licensing-title: ENGLISH LICENSING BILL.: [954, 294, 1075, 305]
- rudge-slogan: GRACEFUL, EASY and HAPPY.: [64, 906, 111, 947]
- white-title: WHITE AND SONS' AUTUMN SHOW.: [573, 678, 656, 700]
- greiner-ad: [115, 1127, 331, 1245]
- hat-price: 10s 6d: [204, 740, 227, 750]
- supreme-body: Auckland, Last Night. The Supreme Court continued its civil sittings to-day. The case of Harper v. Smith occupied the court, concerning a claim for damages for breach of contract.: [680, 249, 794, 288]
- hat-illustration: [208, 650, 318, 698]
- bowling-body: Sydney, March 9. The visiting New Zealanders won an easy victory over Marrickville to-day. The team has been well received in Sydney.: [802, 688, 917, 719]
- telegrams-title: NEW ZEALAND TELEGRAMS.: [821, 38, 898, 61]
- hat-prices: [205, 715, 227, 783]
- methodist-title: METHODIST CONFERENCE.: [826, 514, 893, 535]
- sheldon-body: Digest what you eat. Make your stomach strong and healthy. A positive cure for Indigestion and Dyspepsia. Price 2/6 per box.: [925, 639, 1104, 655]
- paper-title: The Daily News: [339, 78, 421, 120]
- woodhouse-address: Opposite Theatre, New Plymouth.: [171, 1109, 275, 1119]
- editorial-body-cont: We have already been established in the world of the Daily News. Sir Joseph Ward has expressed his intention to visit Nelson and discuss the question of opening the new post-office, and the technical school. The prevailing interest in Nelson is not far less than the Empress's interest, in so far as the city to-day has suffered. There is only about 500 metres of roadway to be traversed, both ways, between the road by the hotel. The meeting was held to be stopped. Some residents are quite prepared to subscribe the amount of money needed. The rate of interest is expected to be low. The Belgian Government has forwarded the following information concerning the Congo to the Colonial Committee. In the Antwerp district there was a violent outburst of rioting, but the police put down the disturbance and made a number of arrests.: [339, 1596, 421, 1822]
- moon-cell: 11: [68, 104, 76, 113]
- cable-title: LATEST CABLE NEWS: [931, 40, 1098, 55]
- narrative-body: Christchurch, Last Night. Captain England, on the Nimrod's last voyage, gives an account of the trying time the ship experienced in the pack ice. The vessel was surrounded by icebergs for many days. The passage southwards was made in good weather, and the party landed at Cape Royds.: [557, 274, 672, 337]
- overseas-subtitle: STEAMERS TO ARRIVE IN WELLINGTON.: [13, 361, 104, 379]
- narrative-body: Christchurch, Last Night. Captain England, on the Nimrod's last voyage, gives an account of the trying time the ship experienced in the pack ice. The vessel was surrounded by icebergs for many days. The passage southwards was made in good weather, and the party landed at Cape Royds.: [557, 468, 672, 530]
- show-body: To-day is the great show day at Ambury's, when the new season's goods will be displayed. Every department is full of the latest goods from London and the Continent.: [680, 828, 794, 867]
- hotel-name: CHAVANNE'S HOTEL: [26, 618, 91, 641]
- column-lyttelton: [680, 36, 794, 1759]
- fourth-page-item: Prime Mr. Eagle.: [339, 212, 386, 220]
- bowling-title: BOWLING.: [835, 658, 884, 669]
- watch-body: I GUARANTEE EVERY WATCH I SELL TO GIVE SATISFACTION. IF ANYTHING GOES WRONG WILL PUT IT RIGHT. Large Assortment of Reliable Watches in stock.: [120, 1152, 326, 1178]
- items-body: We draw attention to the advertisement in our auction columns of the clearing out sale of furniture. Messrs. Newton King and Co. will hold a sale of dairy cattle at Stratford on Thursday. The New Plymouth Harbour Board will meet on Thursday next.: [680, 505, 794, 552]
- fourth-page-item: Commercial.: [339, 204, 375, 212]
- kash-title-footer: THE KASH,: [148, 585, 298, 612]
- sandow-title: SANDOW, THE SON'S GENUINE PURE PHOSPHATE, EUCALYPTUS OIL.: [429, 650, 549, 692]
- column-nz-telegrams: [802, 36, 917, 1759]
- moon-cell: 2: [68, 96, 72, 105]
- column-editorial: [339, 36, 421, 2279]
- kash-address: Just below Nolan's Junction Hall, New Plymouth.: [148, 616, 298, 626]
- sailed-text: Last Night—Rarawa, s.s., 1157 tons, Newton, for Onehunga. Passengers: Misses Olive Hunt, Kettle and others.: [10, 150, 107, 173]
- gale-sub: CONSIDERABLE DAMAGE DONE.: [813, 306, 906, 325]
- column-shipping: [10, 36, 111, 1759]
- fourth-page-item: Sporting.: [339, 163, 365, 171]
- bicycle-illustration: [15, 891, 111, 1003]
- accidents-body: Auckland, Monday. A married woman, Mrs. J. Dwyer, was found in an outbuilding at the back of her residence with a wound in the throat. Christchurch, Monday. A boy named Smith fell from a horse and was injured.: [802, 472, 917, 511]
- editorial-body: We have already been established in the world of the Daily News. Sir Joseph Ward has expressed his intention to visit Nelson and discuss the question of opening the new post-office, and the technical school. The prevailing interest in Nelson is not far less than the Empress's interest, in so far as the city to-day has suffered. There is only about 500 metres of roadway to be traversed, both ways, between the road by the hotel. The meeting was held to be stopped. Some residents are quite prepared to subscribe the amount of money needed. The rate of interest is expected to be low. The Belgian Government has forwarded the following information concerning the Congo to the Colonial Committee. In the Antwerp district there was a violent outburst of rioting, but the police put down the disturbance and made a number of arrests.: [339, 224, 421, 451]
- column-rule: [921, 36, 922, 1759]
- weather-text: Manukau Heads—Wind, east, fresh; bar, smooth; thermometer, 71; showery; sea smooth. New Plymouth—Wind, east; light; bar, 29.92; therm., 68; cloudy; sea smooth. Cape Egmont—Northwest breeze; bar, 29.88; therm., 66; drizzling.: [10, 441, 107, 496]
